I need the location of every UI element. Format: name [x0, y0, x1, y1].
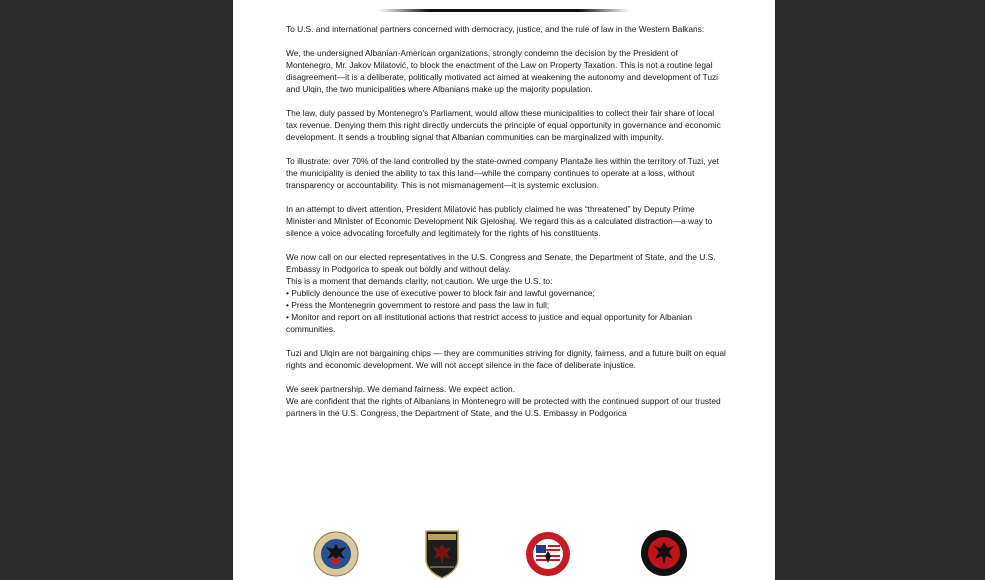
- paragraph-chips: Tuzi and Ulqin are not bargaining chips — they are communities striving for dignity, fairness, and a future built on equal rights and economic development. We will not accept silence in the face of deliberate injustice.: [286, 348, 726, 370]
- letter-body: [286, 23, 726, 431]
- list-item: • Press the Montenegrin government to restore and pass the law in full;: [286, 299, 726, 311]
- eagle-red-seal-icon: [640, 529, 688, 577]
- paragraph-divert: In an attempt to divert attention, President Milatović has publicly claimed he was “threatened” by Deputy Prime Minister and Minister of Economic Development Nik Gjeloshaj. We regard this as a calculated distraction—a way to silence a voice advocating forcefully and legitimately for the rights of his constituents.: [286, 204, 713, 238]
- paragraph-urge: This is a moment that demands clarity, not caution. We urge the U.S. to:: [286, 276, 553, 286]
- demands-list: [286, 287, 726, 335]
- signatory-logos: [233, 528, 775, 580]
- paragraph-illustrate: To illustrate: over 70% of the land controlled by the state-owned company Plantaže lies within the territory of Tuzi, yet the municipality is denied the ability to tax this land—while the company continues to operate at a loss, without transparency or accountability. This is not mismanagement—it is systemic exclusion.: [286, 156, 719, 190]
- paragraph-call: We now call on our elected representatives in the U.S. Congress and Senate, the Department of State, and the U.S. Embassy in Podgorica to speak out boldly and without delay.: [286, 252, 716, 274]
- association-seal-icon: [525, 531, 571, 577]
- header-rule: [379, 9, 629, 12]
- eagle-seal-icon: [313, 531, 359, 577]
- paragraph-partnership: We seek partnership. We demand fairness. We expect action.: [286, 384, 516, 394]
- list-item: • Monitor and report on all institutional actions that restrict access to justice and equal opportunity for Albanian communities.: [286, 311, 726, 335]
- paragraph-law: The law, duly passed by Montenegro’s Parliament, would allow these municipalities to collect their fair share of local tax revenue. Denying them this right directly undercuts the principle of equal opportunity in governance and economic development. It sends a troubling signal that Albanian communities can be marginalized with impunity.: [286, 108, 721, 142]
- paragraph-confident: We are confident that the rights of Albanians in Montenegro will be protected with the continued support of our trusted partners in the U.S. Congress, the Department of State, and the U.S. Embassy in Podgorica: [286, 396, 721, 418]
- list-item: • Publicly denounce the use of executive power to block fair and lawful governance;: [286, 287, 726, 299]
- salutation: To U.S. and international partners concerned with democracy, justice, and the rule of law in the Western Balkans:: [286, 24, 705, 34]
- eagle-shield-icon: [424, 529, 460, 579]
- document-page: [233, 0, 775, 580]
- paragraph-condemn: We, the undersigned Albanian-American organizations, strongly condemn the decision by the President of Montenegro, Mr. Jakov Milatović, to block the enactment of the Law on Property Taxation. This is not a routine legal disagreement—it is a deliberate, politically motivated act aimed at weakening the autonomy and development of Tuzi and Ulqin, the two municipalities where Albanians make up the majority population.: [286, 48, 719, 94]
